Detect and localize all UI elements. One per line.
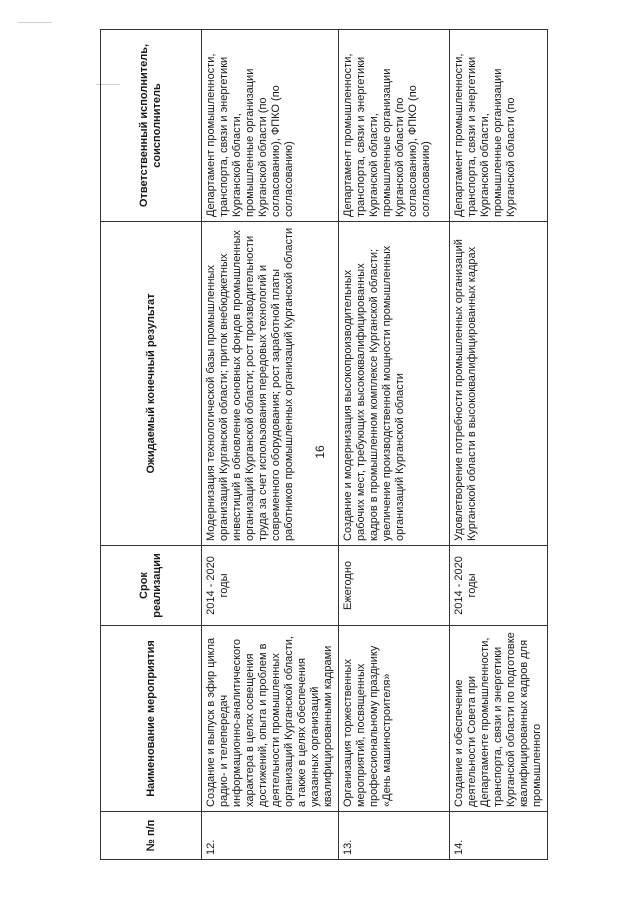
row-term: Ежегодно	[339, 546, 450, 626]
row-responsible: Департамент промышленности, транспорта, связи и энергетики Курганской области, промышленные организации Курганской области (по согласованию), ФПКО (по согласованию)	[339, 30, 450, 222]
table-row	[339, 30, 450, 860]
page-number: 16	[313, 445, 327, 459]
row-num: 12.	[202, 812, 339, 860]
row-responsible: Департамент промышленности, транспорта, связи и энергетики Курганской области, промышленные организации Курганской области (по	[450, 30, 548, 222]
row-num: 13.	[339, 812, 450, 860]
row-result: Модернизация технологической базы промышленных организаций Курганской области; приток внебюджетных инвестиций в обновление основных фондов промышленных организаций Курганской области; рост производительности труда за счет использования передовых технологий и современного оборудования; рост заработной платы работников промышленных организаций Курганской области	[202, 222, 339, 546]
table-row	[450, 30, 548, 860]
row-num: 14.	[450, 812, 548, 860]
row-name: Создание и обеспечение деятельности Совета при Департаменте промышленности, транспорта, связи и энергетики Курганской области по подготовке квалифицированных кадров для промышленного	[450, 626, 548, 812]
row-result: Создание и модернизация высокопроизводительных рабочих мест, требующих высококвалифицированных кадров в промышленном комплексе Курганской области; увеличение производственной мощности промышленных организаций Курганской области	[339, 222, 450, 546]
header-term: Срок реализации	[101, 546, 202, 626]
row-term: 2014 - 2020 годы	[450, 546, 548, 626]
rotated-table-container	[100, 30, 543, 860]
row-name: Организация торжественных мероприятий, посвященных профессиональному празднику «День машиностроителя»	[339, 626, 450, 812]
measures-table	[100, 29, 548, 860]
row-responsible: Департамент промышленности, транспорта, связи и энергетики Курганской области, промышленные организации Курганской области (по согласованию), ФПКО (по согласованию)	[202, 30, 339, 222]
header-responsible: Ответственный исполнитель, соисполнитель	[101, 30, 202, 222]
row-result: Удовлетворение потребности промышленных организаций Курганской области в высококвалифицированных кадрах	[450, 222, 548, 546]
table-row	[202, 30, 339, 860]
table-header-row	[101, 30, 202, 860]
row-term: 2014 - 2020 годы	[202, 546, 339, 626]
row-name: Создание и выпуск в эфир цикла радио- и телепередач информационно-аналитического характера в целях освещения достижений, опыта и проблем в деятельности промышленных организаций Курганской области, а также в целях обеспечения указанных организаций квалифицированными кадрами	[202, 626, 339, 812]
header-name: Наименование мероприятия	[101, 626, 202, 812]
scan-artifact	[18, 22, 52, 23]
header-result: Ожидаемый конечный результат	[101, 222, 202, 546]
header-num: № п/п	[101, 812, 202, 860]
